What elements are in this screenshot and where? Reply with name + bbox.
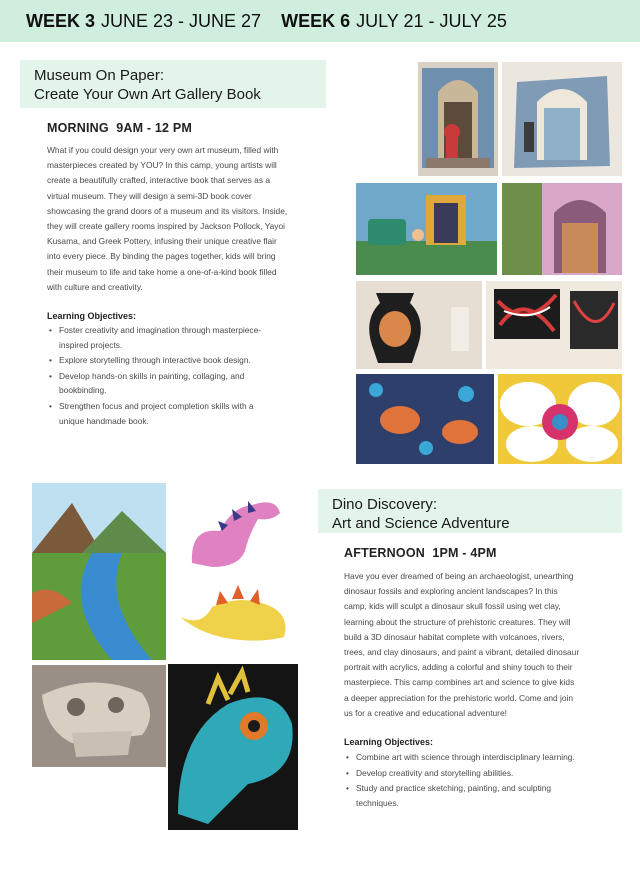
description-line: masterpiece. This camp combines art and science to give kids [344,677,575,688]
camp2-session-label: AFTERNOON [344,546,425,560]
objective-item [47,369,347,398]
camp1-description [47,143,347,295]
description-line: portrait with acrylics, adding a colorful and shiny touch to their [344,662,573,673]
description-line: Have you ever dreamed of being an archaeologist, unearthing [344,571,574,581]
camp1-session [47,121,192,135]
description-line: virtual museum. They will design a semi-3D book cover [47,190,252,201]
museum-book-photo-2 [502,62,622,176]
description-line: their museum to life and take home a one-of-a-kind book filled [47,266,277,277]
description-line: Kusama, and Greek Pottery, infusing their unique creative flair [47,236,277,247]
description-line: us for a creative and educational adventure! [344,707,507,718]
camp1-session-label: MORNING [47,121,109,135]
camp2-session [344,546,497,560]
description-line: What if you could design your very own art museum, filled with [47,145,279,155]
camp2-title-line2: Art and Science Adventure [332,515,510,532]
week-b-label: WEEK 6 [281,10,351,31]
camp1-title-line2: Create Your Own Art Gallery Book [34,86,261,103]
objective-line: • Explore storytelling through interactive book design. [59,355,251,366]
objective-item [47,399,347,428]
objective-line: • Foster creativity and imagination through masterpiece- [59,325,262,335]
clay-skull-fossil-photo [32,665,166,767]
pink-clay-dino-photo [172,487,296,573]
objective-item [47,353,347,368]
description-line: dinosaur fossils and exploring ancient landscapes? In this [344,586,558,597]
description-line: into every piece. By binding the pages together, kids will bring [47,251,276,262]
objective-item [47,323,347,352]
week-a-dates: JUNE 23 - JUNE 27 [101,10,262,31]
camp2-objectives-title: Learning Objectives: [344,737,434,747]
yellow-clay-dino-photo [172,577,296,659]
camp2-title-box [318,489,622,533]
dino-portrait-painting-photo [168,664,298,830]
objective-line: unique handmade book. [59,415,149,426]
gallery-page-photo-2 [502,183,622,275]
camp1-title-line1: Museum On Paper: [34,67,165,84]
camp1-session-time: 9AM - 12 PM [116,121,193,135]
camp2-title-line1: Dino Discovery: [332,496,438,513]
week-banner [0,0,640,42]
greek-pottery-photo [356,281,482,369]
camp2-objectives-list [344,750,634,811]
camp2-description [344,569,634,721]
objective-line: inspired projects. [59,339,123,350]
week-a-label: WEEK 3 [26,10,96,31]
description-line: they will create gallery rooms inspired by Jackson Pollock, Yayoi [47,221,286,232]
objective-line: bookbinding. [59,385,107,396]
description-line: showcasing the grand doors of a museum and its visitors. Inside, [47,205,288,216]
description-line: create a beautifully crafted, interactive book that serves as a [47,175,270,186]
description-line: build a 3D dinosaur habitat complete with volcanoes, rivers, [344,631,565,642]
week-b-dates: JULY 21 - JULY 25 [356,10,507,31]
crab-painting-photo [356,374,494,464]
kusama-flower-photo [498,374,622,464]
camp1-title-box [20,60,326,108]
objective-line: • Develop hands-on skills in painting, collaging, and [59,370,245,381]
description-line: with culture and creativity. [47,281,143,292]
description-line: learning about the structure of prehistoric creatures. They will [344,616,571,627]
objective-item [344,781,634,810]
museum-book-photo-1 [418,62,498,176]
objective-line: • Combine art with science through interdisciplinary learning. [356,752,575,762]
objective-item [344,766,634,781]
objective-line: techniques. [356,797,399,808]
camp1-objectives-title: Learning Objectives: [47,311,137,321]
description-line: camp, kids will sculpt a dinosaur skull fossil using wet clay, [344,601,561,612]
objective-line: • Develop creativity and storytelling abilities. [356,767,514,778]
dino-landscape-photo [32,483,166,660]
description-line: trees, and clay dinosaurs, and paint a vibrant, detailed dinosaur [344,647,580,658]
pollock-painting-photo [486,281,622,369]
objective-line: • Strengthen focus and project completion skills with a [59,400,254,411]
camp2-session-time: 1PM - 4PM [432,546,497,560]
description-line: a deeper appreciation for the prehistoric world. Come and join [344,692,574,703]
description-line: masterpieces created by YOU? In this camp, young artists will [47,160,277,171]
gallery-page-photo-1 [356,183,497,275]
objective-line: • Study and practice sketching, painting, and sculpting [356,783,552,794]
camp1-objectives-list [47,323,347,429]
objective-item [344,750,634,765]
